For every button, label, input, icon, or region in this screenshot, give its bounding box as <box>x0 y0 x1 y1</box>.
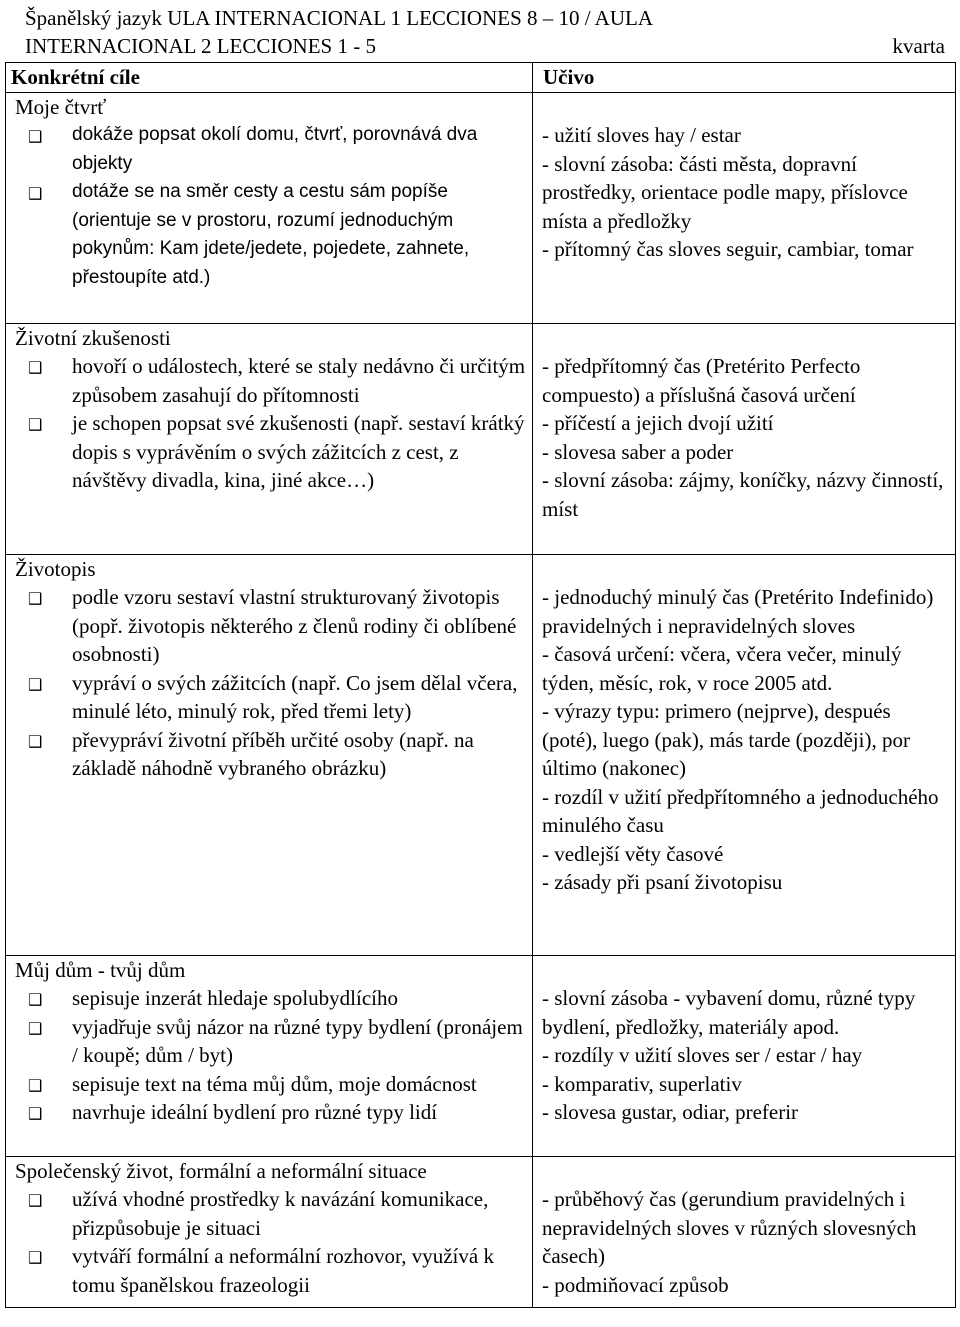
content-cell <box>533 1157 956 1308</box>
list-item <box>6 1013 532 1070</box>
checkbox-bullet-icon: ❑ <box>28 589 43 608</box>
goal-text: užívá vhodné prostředky k navázání komunikace, přizpůsobuje je situaci <box>72 1187 489 1240</box>
goal-text: vyjadřuje svůj názor na různé typy bydlení (pronájem / koupě; dům / byt) <box>72 1014 523 1067</box>
list-item: - zásady při psaní životopisu <box>542 870 783 894</box>
header-line-1: Španělský jazyk ULA INTERNACIONAL 1 LECCIONES 8 – 10 / AULA <box>25 6 654 30</box>
list-item: - přítomný čas sloves seguir, cambiar, tomar <box>542 237 914 261</box>
document-header <box>25 4 945 60</box>
list-item <box>6 1070 532 1099</box>
cell-spacer <box>533 93 955 121</box>
goal-text: je schopen popsat své zkušenosti (např. sestaví krátký dopis s vyprávěním o svých zážitcích z cest, z návštěvy divadla, kina, jiné akce…) <box>72 411 525 492</box>
table-row <box>6 324 956 555</box>
content-cell <box>533 956 956 1157</box>
checkbox-bullet-icon: ❑ <box>28 1191 43 1210</box>
goals-cell <box>6 93 533 324</box>
checkbox-bullet-icon: ❑ <box>28 358 43 377</box>
content-list <box>533 121 955 264</box>
checkbox-bullet-icon: ❑ <box>28 184 43 203</box>
checkbox-bullet-icon: ❑ <box>28 990 43 1009</box>
goal-text: hovoří o událostech, které se staly nedávno či určitým způsobem zasahují do přítomnosti <box>72 354 526 407</box>
list-item: - slovní zásoba: části města, dopravní prostředky, orientace podle mapy, příslovce místa a předložky <box>542 151 908 233</box>
checkbox-bullet-icon: ❑ <box>28 1075 43 1095</box>
content-cell <box>533 324 956 555</box>
cell-spacer <box>533 324 955 352</box>
goal-text: dotáže se na směr cesty a cestu sám popíše (orientuje se v prostoru, rozumí jednoduchým pokynům: Kam jdete/jedete, pojedete, zahnete, přestoupíte atd.) <box>72 181 470 288</box>
list-item <box>6 1242 532 1299</box>
list-item <box>6 352 532 409</box>
cell-spacer <box>533 956 955 984</box>
list-item <box>6 1098 532 1127</box>
curriculum-table <box>5 62 956 1308</box>
checkbox-bullet-icon: ❑ <box>28 1104 43 1123</box>
list-item: - slovní zásoba: zájmy, koníčky, názvy činností, míst <box>542 468 944 521</box>
list-item: - průběhový čas (gerundium pravidelných i nepravidelných sloves v různých slovesných časech) <box>542 1187 917 1268</box>
checkbox-bullet-icon: ❑ <box>28 1018 43 1038</box>
goals-list <box>6 1185 532 1299</box>
content-list <box>533 352 955 523</box>
cell-spacer <box>533 1157 955 1185</box>
checkbox-bullet-icon: ❑ <box>28 127 43 146</box>
goals-cell <box>6 1157 533 1308</box>
goals-list <box>6 352 532 495</box>
cell-spacer <box>533 555 955 583</box>
list-item: - vedlejší věty časové <box>542 841 724 866</box>
table-row <box>6 956 956 1157</box>
content-list <box>533 984 955 1127</box>
list-item: - rozdíly v užití sloves ser / estar / hay <box>542 1043 863 1067</box>
list-item <box>6 121 532 178</box>
list-item <box>6 984 532 1013</box>
content-column-header: Učivo <box>533 63 956 93</box>
goal-text: vypráví o svých zážitcích (např. Co jsem dělal včera, minulé léto, minulý rok, před třemi lety) <box>72 670 518 723</box>
list-item: - příčestí a jejich dvojí užití <box>542 411 774 435</box>
goals-cell <box>6 956 533 1157</box>
header-line-2: INTERNACIONAL 2 LECCIONES 1 - 5 <box>25 34 376 58</box>
list-item: - slovní zásoba - vybavení domu, různé typy bydlení, předložky, materiály apod. <box>542 986 916 1039</box>
list-item: - jednoduchý minulý čas (Pretérito Indefinido) pravidelných i nepravidelných sloves <box>542 585 934 638</box>
list-item: - užití sloves hay / estar <box>542 123 741 147</box>
goal-text: podle vzoru sestaví vlastní strukturovaný životopis (popř. životopis některého z členů rodiny či oblíbené osobnosti) <box>72 585 517 666</box>
list-item <box>6 726 532 783</box>
checkbox-bullet-icon: ❑ <box>28 731 43 751</box>
list-item <box>6 669 532 726</box>
section-title: Můj dům - tvůj dům <box>15 958 186 982</box>
list-item: - časová určení: včera, včera večer, minulý týden, měsíc, rok, v roce 2005 atd. <box>542 642 902 695</box>
section-title: Moje čtvrť <box>15 95 107 119</box>
goal-text: navrhuje ideální bydlení pro různé typy lidí <box>72 1100 438 1124</box>
content-cell <box>533 93 956 324</box>
checkbox-bullet-icon: ❑ <box>28 674 43 694</box>
goals-list <box>6 984 532 1127</box>
table-header-row <box>6 63 956 93</box>
list-item <box>6 409 532 495</box>
list-item: - podmiňovací způsob <box>542 1272 729 1297</box>
list-item: - slovesa gustar, odiar, preferir <box>542 1100 799 1124</box>
goal-text: sepisuje inzerát hledaje spolubydlícího <box>72 986 398 1010</box>
list-item <box>6 583 532 669</box>
goals-cell <box>6 324 533 555</box>
goals-list <box>6 583 532 783</box>
goals-column-header: Konkrétní cíle <box>6 63 533 93</box>
list-item: - předpřítomný čas (Pretérito Perfecto compuesto) a příslušná časová určení <box>542 354 861 407</box>
goal-text: převypráví životní příběh určité osoby (např. na základě náhodně vybraného obrázku) <box>72 727 474 780</box>
checkbox-bullet-icon: ❑ <box>28 1248 43 1267</box>
goal-text: vytváří formální a neformální rozhovor, využívá k tomu španělskou frazeologii <box>72 1244 494 1297</box>
table-row <box>6 93 956 324</box>
section-title: Životní zkušenosti <box>15 326 171 350</box>
section-title: Společenský život, formální a neformální situace <box>15 1159 427 1183</box>
content-cell <box>533 555 956 956</box>
list-item: - výrazy typu: primero (nejprve), después (poté), luego (pak), más tarde (později), por último (nakonec) <box>542 699 910 780</box>
content-list <box>533 1185 955 1299</box>
section-title: Životopis <box>15 557 96 581</box>
table-body <box>6 93 956 1308</box>
checkbox-bullet-icon: ❑ <box>28 415 43 434</box>
grade-label: kvarta <box>892 34 945 58</box>
goals-list <box>6 121 532 292</box>
goals-cell <box>6 555 533 956</box>
table-row <box>6 1157 956 1308</box>
content-list <box>533 583 955 897</box>
list-item: - rozdíl v užití předpřítomného a jednoduchého minulého času <box>542 784 939 837</box>
list-item <box>6 178 532 292</box>
goal-text: sepisuje text na téma můj dům, moje domácnost <box>72 1071 477 1096</box>
goal-text: dokáže popsat okolí domu, čtvrť, porovnává dva objekty <box>72 124 478 174</box>
list-item: - komparativ, superlativ <box>542 1071 742 1096</box>
list-item <box>6 1185 532 1242</box>
list-item: - slovesa saber a poder <box>542 439 734 464</box>
table-row <box>6 555 956 956</box>
